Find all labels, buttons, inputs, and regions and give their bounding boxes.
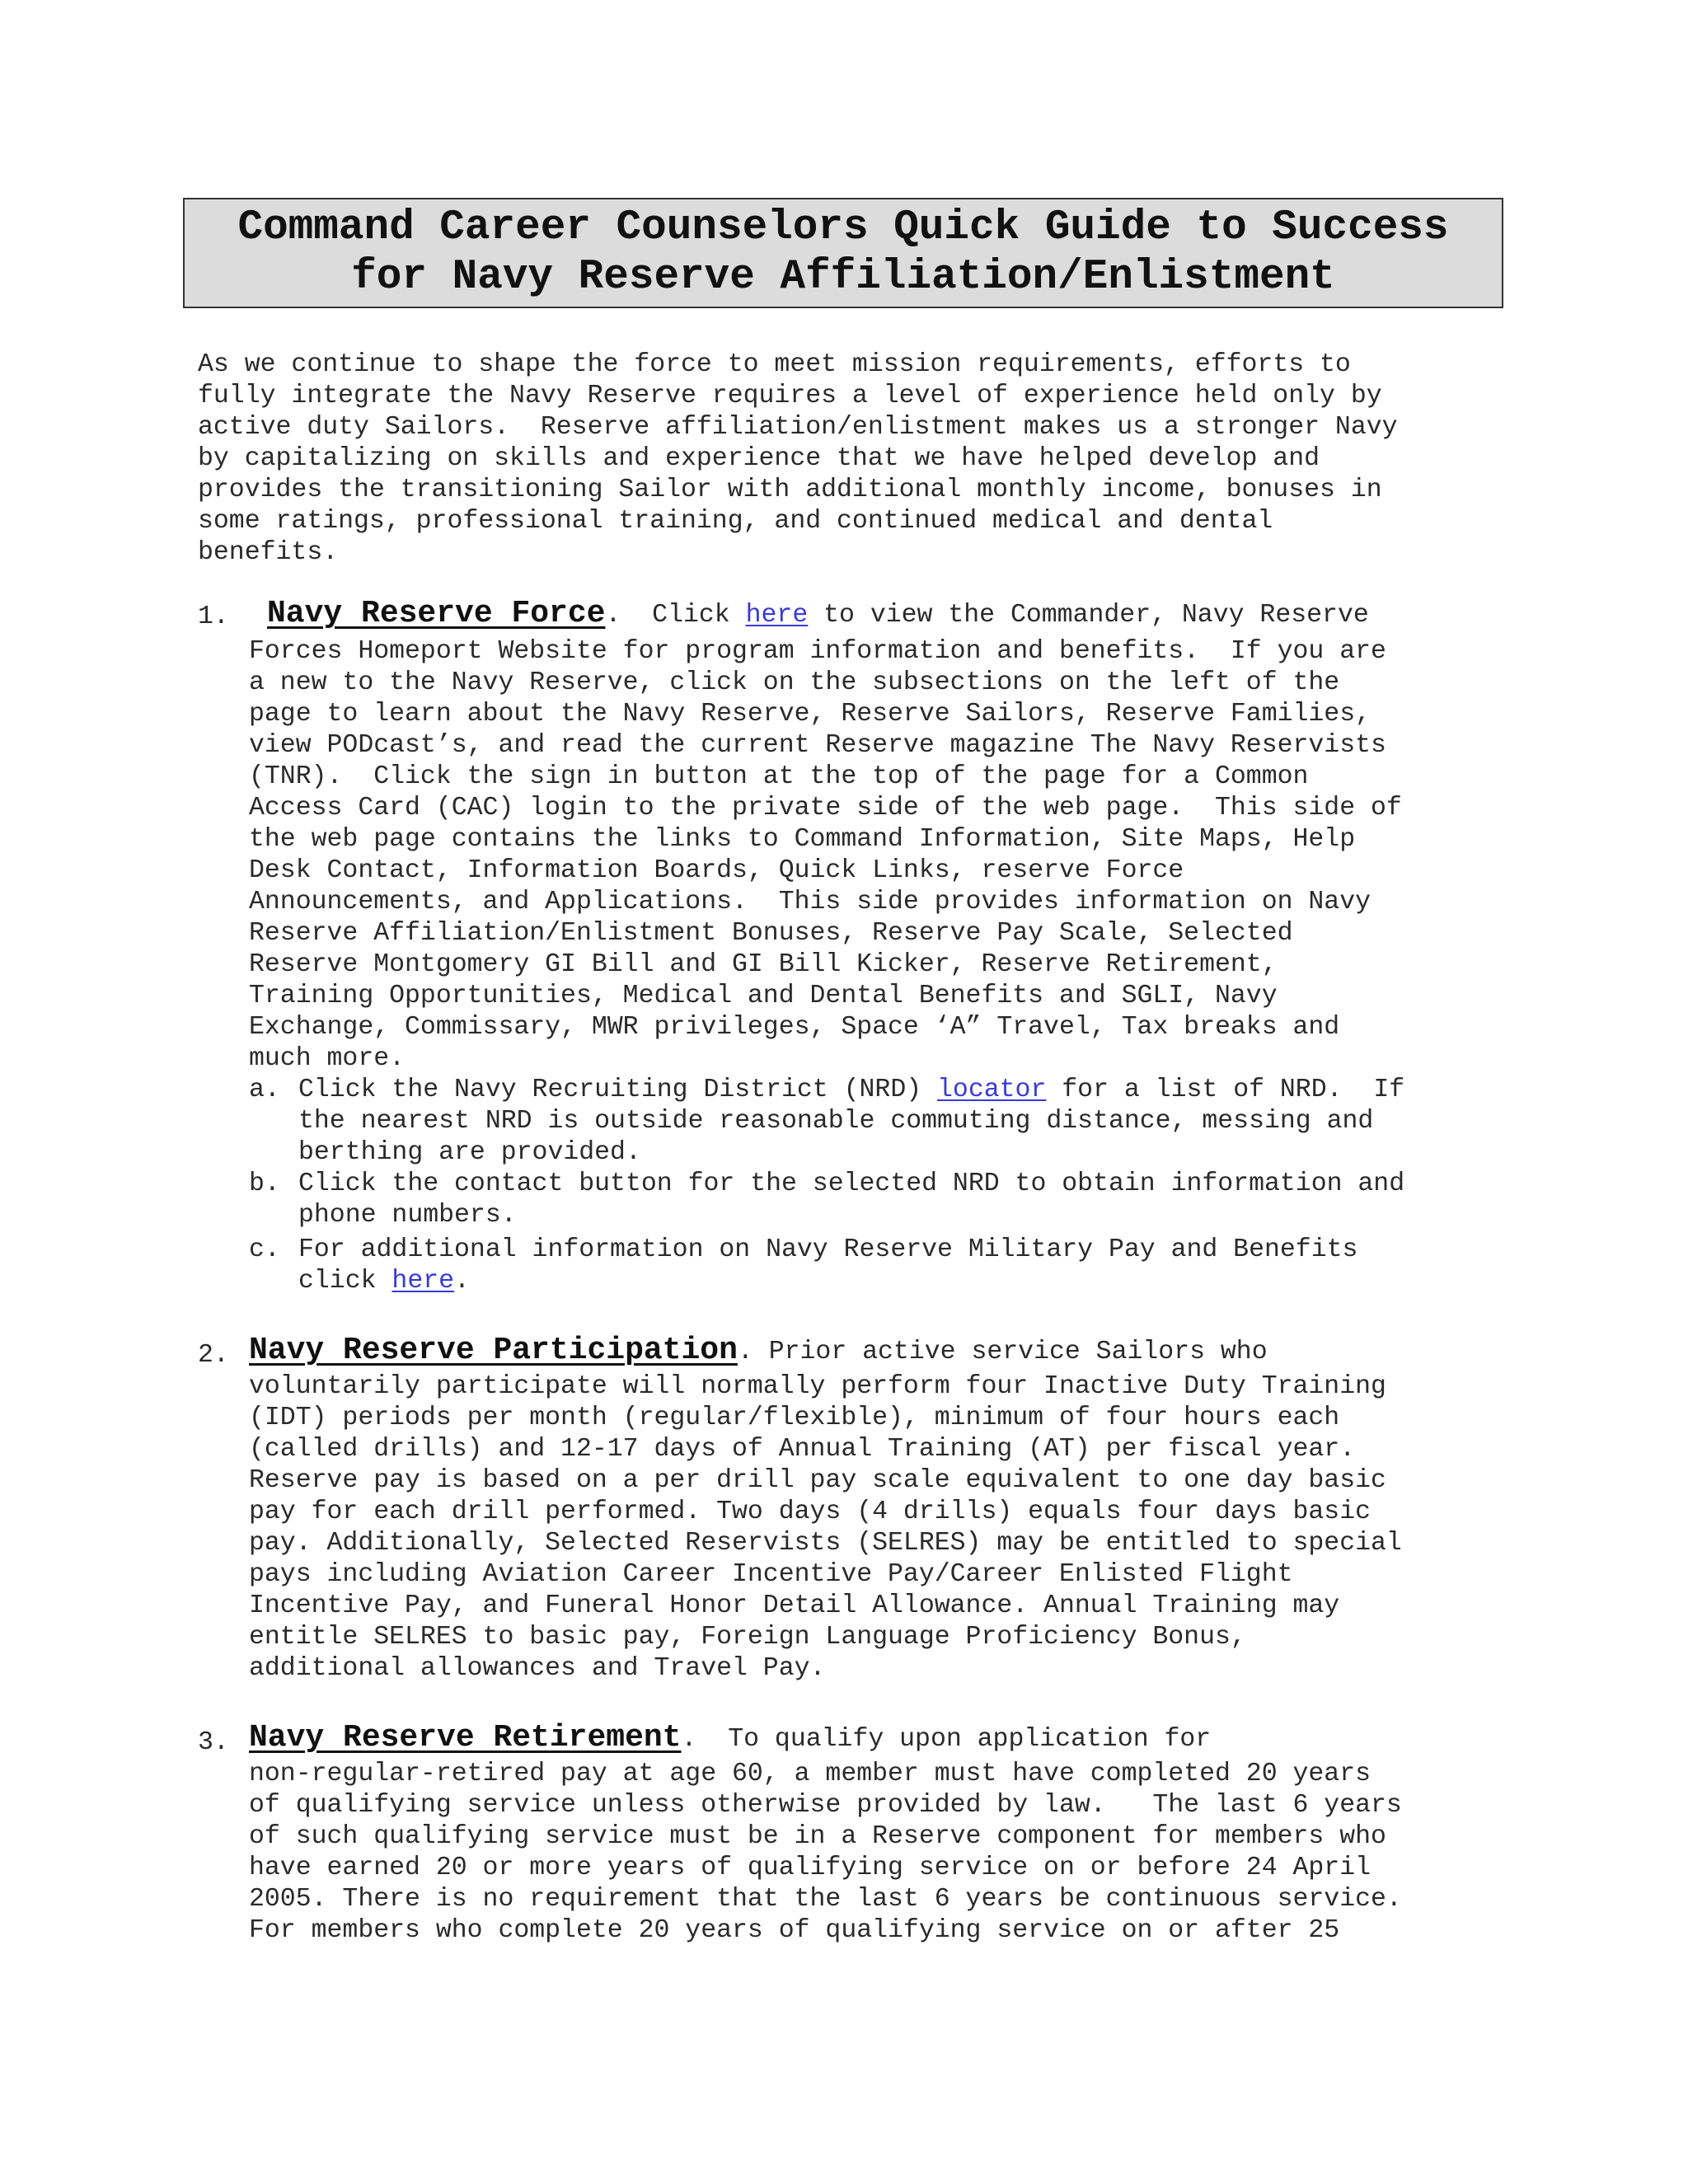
section-line: additional allowances and Travel Pay. [249, 1654, 826, 1683]
section-line: (called drills) and 12-17 days of Annual Training (AT) per fiscal year. [249, 1435, 1356, 1464]
section-line: much more. [249, 1044, 406, 1073]
section-heading: Navy Reserve Force [267, 596, 606, 631]
title-line-1: Command Career Counselors Quick Guide to Success [237, 204, 1449, 251]
section-line: Reserve Montgomery GI Bill and GI Bill Kicker, Reserve Retirement, [249, 950, 1278, 979]
intro-line: benefits. [198, 538, 339, 567]
intro-line: fully integrate the Navy Reserve requires a level of experience held only by [198, 382, 1382, 410]
section-line: pay. Additionally, Selected Reservists (SELRES) may be entitled to special [249, 1529, 1402, 1558]
section-line: view PODcast’s, and read the current Reserve magazine The Navy Reservists [249, 731, 1386, 760]
section-line: Exchange, Commissary, MWR privileges, Space ‘A” Travel, Tax breaks and [249, 1013, 1340, 1042]
section-line: entitle SELRES to basic pay, Foreign Language Proficiency Bonus, [249, 1623, 1246, 1652]
text-span: click [298, 1267, 392, 1296]
section-line: have earned 20 or more years of qualifying service on or before 24 April [249, 1854, 1372, 1882]
sub-item-b-line: phone numbers. [298, 1201, 517, 1230]
section-line: the web page contains the links to Command Information, Site Maps, Help [249, 825, 1356, 854]
sub-item-a-line [298, 1075, 1404, 1106]
section-line: Access Card (CAC) login to the private side of the web page. This side of [249, 794, 1402, 823]
section-line: (IDT) periods per month (regular/flexible), minimum of four hours each [249, 1404, 1340, 1432]
section-line: Announcements, and Applications. This side provides information on Navy [249, 888, 1372, 916]
section-line: 2005. There is no requirement that the last 6 years be continuous service. [249, 1885, 1402, 1914]
text-span: . [454, 1267, 470, 1296]
sub-item-c-line: For additional information on Navy Reserve Military Pay and Benefits [298, 1235, 1358, 1264]
section-line: For members who complete 20 years of qualifying service on or after 25 [249, 1916, 1340, 1945]
section-number: 1. [198, 602, 229, 631]
page-title [237, 204, 1448, 302]
sub-item-label: b. [249, 1169, 280, 1198]
section-line: Desk Contact, Information Boards, Quick Links, reserve Force [249, 856, 1184, 885]
title-box [183, 198, 1503, 308]
intro-line: As we continue to shape the force to meet mission requirements, efforts to [198, 350, 1351, 379]
pay-benefits-link[interactable]: here [392, 1267, 455, 1296]
section-first-line [267, 598, 1369, 631]
section-line: Incentive Pay, and Funeral Honor Detail Allowance. Annual Training may [249, 1591, 1340, 1620]
section-line: of qualifying service unless otherwise provided by law. The last 6 years [249, 1791, 1402, 1820]
section-number: 3. [198, 1728, 229, 1757]
section-line: Training Opportunities, Medical and Dental Benefits and SGLI, Navy [249, 982, 1278, 1010]
intro-line: active duty Sailors. Reserve affiliation/enlistment makes us a stronger Navy [198, 413, 1398, 442]
section-line: pays including Aviation Career Incentive Pay/Career Enlisted Flight [249, 1560, 1293, 1589]
section-line: non-regular-retired pay at age 60, a member must have completed 20 years [249, 1760, 1372, 1788]
section-line: Reserve Affiliation/Enlistment Bonuses, Reserve Pay Scale, Selected [249, 919, 1293, 948]
intro-line: some ratings, professional training, and continued medical and dental [198, 507, 1273, 536]
nrd-locator-link[interactable]: locator [937, 1076, 1047, 1104]
title-line-2: for Navy Reserve Affiliation/Enlistment [351, 254, 1335, 301]
sub-item-c-line [298, 1266, 470, 1297]
section-line: Reserve pay is based on a per drill pay scale equivalent to one day basic [249, 1466, 1386, 1495]
text-span: Click the Navy Recruiting District (NRD) [298, 1076, 938, 1104]
section-line: Forces Homeport Website for program information and benefits. If you are [249, 637, 1386, 666]
section-line: page to learn about the Navy Reserve, Reserve Sailors, Reserve Families, [249, 700, 1372, 729]
section-heading: Navy Reserve Participation [249, 1333, 738, 1368]
sub-item-label: a. [249, 1076, 280, 1104]
sub-item-label: c. [249, 1235, 280, 1264]
sub-item-a-line: berthing are provided. [298, 1138, 641, 1167]
section-line: a new to the Navy Reserve, click on the subsections on the left of the [249, 668, 1340, 697]
text-span: for a list of NRD. If [1046, 1076, 1405, 1104]
line-tail: to view the Commander, Navy Reserve [808, 601, 1369, 630]
intro-line: by capitalizing on skills and experience that we have helped develop and [198, 444, 1320, 473]
homeport-link[interactable]: here [745, 601, 809, 630]
section-heading: Navy Reserve Retirement [249, 1720, 682, 1755]
intro-line: provides the transitioning Sailor with additional monthly income, bonuses in [198, 476, 1382, 504]
section-number: 2. [198, 1341, 229, 1370]
section-line: of such qualifying service must be in a Reserve component for members who [249, 1822, 1386, 1851]
sub-item-a-line: the nearest NRD is outside reasonable commuting distance, messing and [298, 1107, 1374, 1136]
heading-tail: . Click [605, 601, 746, 630]
section-line: pay for each drill performed. Two days (4 drills) equals four days basic [249, 1497, 1372, 1526]
section-line: (TNR). Click the sign in button at the top of the page for a Common [249, 762, 1309, 791]
section-first-line [249, 1722, 1211, 1755]
line-tail: . Prior active service Sailors who [737, 1338, 1268, 1366]
line-tail: . To qualify upon application for [681, 1725, 1212, 1754]
sub-item-b-line: Click the contact button for the selected NRD to obtain information and [298, 1169, 1405, 1198]
section-first-line [249, 1335, 1268, 1368]
section-line: voluntarily participate will normally perform four Inactive Duty Training [249, 1372, 1386, 1401]
